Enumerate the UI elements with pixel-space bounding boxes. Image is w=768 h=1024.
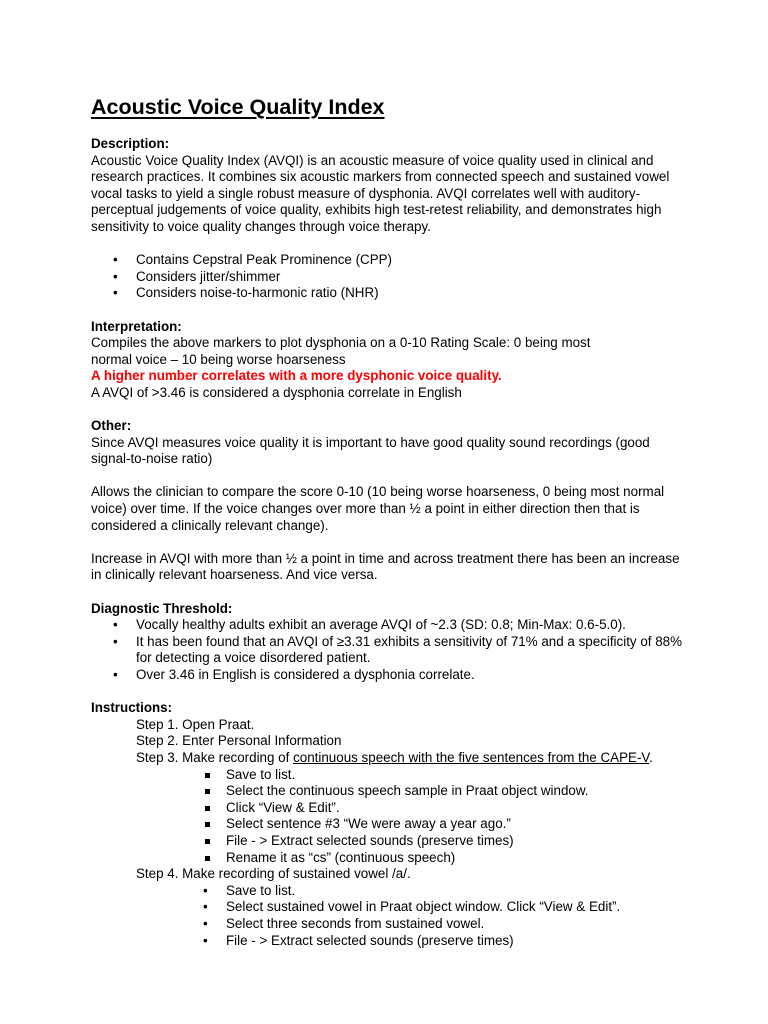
list-item: File - > Extract selected sounds (preserve times) <box>91 833 691 850</box>
list-item: Select the continuous speech sample in Praat object window. <box>91 783 691 800</box>
diagnostic-bullets <box>91 617 691 683</box>
list-item: • Vocally healthy adults exhibit an average AVQI of ~2.3 (SD: 0.8; Min-Max: 0.6-5.0). <box>91 617 691 634</box>
interpretation-section <box>91 319 691 402</box>
step-1: Step 1. Open Praat. <box>136 716 255 732</box>
interpretation-heading: Interpretation: <box>91 318 182 334</box>
description-bullets <box>91 252 691 302</box>
list-item: Save to list. <box>91 767 691 784</box>
list-item: • File - > Extract selected sounds (preserve times) <box>91 933 691 950</box>
step-3-suffix: . <box>649 749 653 765</box>
list-item: • Select sustained vowel in Praat object window. Click “View & Edit”. <box>91 899 691 916</box>
description-section <box>91 136 691 302</box>
interpretation-line-1: Compiles the above markers to plot dysphonia on a 0-10 Rating Scale: 0 being most <box>91 335 591 351</box>
step-2: Step 2. Enter Personal Information <box>136 733 342 749</box>
list-item: Rename it as “cs” (continuous speech) <box>91 850 691 867</box>
list-item: • Considers noise-to-harmonic ratio (NHR) <box>91 285 691 302</box>
step-4: Step 4. Make recording of sustained vowel /a/. <box>136 866 411 882</box>
document-content <box>91 94 691 949</box>
instructions-section <box>91 700 691 949</box>
list-item: • Considers jitter/shimmer <box>91 269 691 286</box>
diagnostic-section <box>91 601 691 684</box>
cape-v-link[interactable]: continuous speech with the five sentences from the CAPE-V <box>293 749 650 765</box>
page-title: Acoustic Voice Quality Index <box>91 95 385 119</box>
interpretation-line-3: A AVQI of >3.46 is considered a dysphonia correlate in English <box>91 384 462 400</box>
step-3-prefix: Step 3. Make recording of <box>136 749 294 765</box>
other-paragraph-2: Allows the clinician to compare the score 0-10 (10 being worse hoarseness, 0 being most normal voice) over time. If the voice changes over more than ½ a point in either direction then that is considered a clinically relevant change). <box>91 484 665 533</box>
interpretation-highlight: A higher number correlates with a more dysphonic voice quality. <box>91 368 502 384</box>
other-heading: Other: <box>91 418 132 434</box>
interpretation-line-2: normal voice – 10 being worse hoarseness <box>91 351 346 367</box>
list-item: • It has been found that an AVQI of ≥3.31 exhibits a sensitivity of 71% and a specificity of 88% for detecting a voice disordered patient. <box>91 634 691 667</box>
list-item: • Contains Cepstral Peak Prominence (CPP) <box>91 252 691 269</box>
list-item: • Select three seconds from sustained vowel. <box>91 916 691 933</box>
list-item: • Over 3.46 in English is considered a dysphonia correlate. <box>91 667 691 684</box>
other-paragraph-3: Increase in AVQI with more than ½ a point in time and across treatment there has been an increase in clinically relevant hoarseness. And vice versa. <box>91 550 680 583</box>
step-4-items <box>91 883 691 949</box>
step-3-items <box>91 767 691 867</box>
step-3 <box>91 750 691 767</box>
description-heading: Description: <box>91 136 170 151</box>
description-text: Acoustic Voice Quality Index (AVQI) is an acoustic measure of voice quality used in clinical and research practices. It combines six acoustic markers from connected speech and sustained vowel vocal tasks to yield a single robust measure of dysphonia. AVQI correlates well with auditory-perceptual judgements of voice quality, exhibits high test-retest reliability, and demonstrates high sensitivity to voice quality changes through voice therapy. <box>91 152 670 234</box>
other-section <box>91 418 691 584</box>
list-item: Select sentence #3 “We were away a year ago.” <box>91 816 691 833</box>
diagnostic-heading: Diagnostic Threshold: <box>91 600 233 616</box>
list-item: • Save to list. <box>91 883 691 900</box>
other-paragraph-1: Since AVQI measures voice quality it is important to have good quality sound recordings (good signal-to-noise ratio) <box>91 434 650 467</box>
instructions-heading: Instructions: <box>91 700 173 716</box>
list-item: Click “View & Edit”. <box>91 800 691 817</box>
